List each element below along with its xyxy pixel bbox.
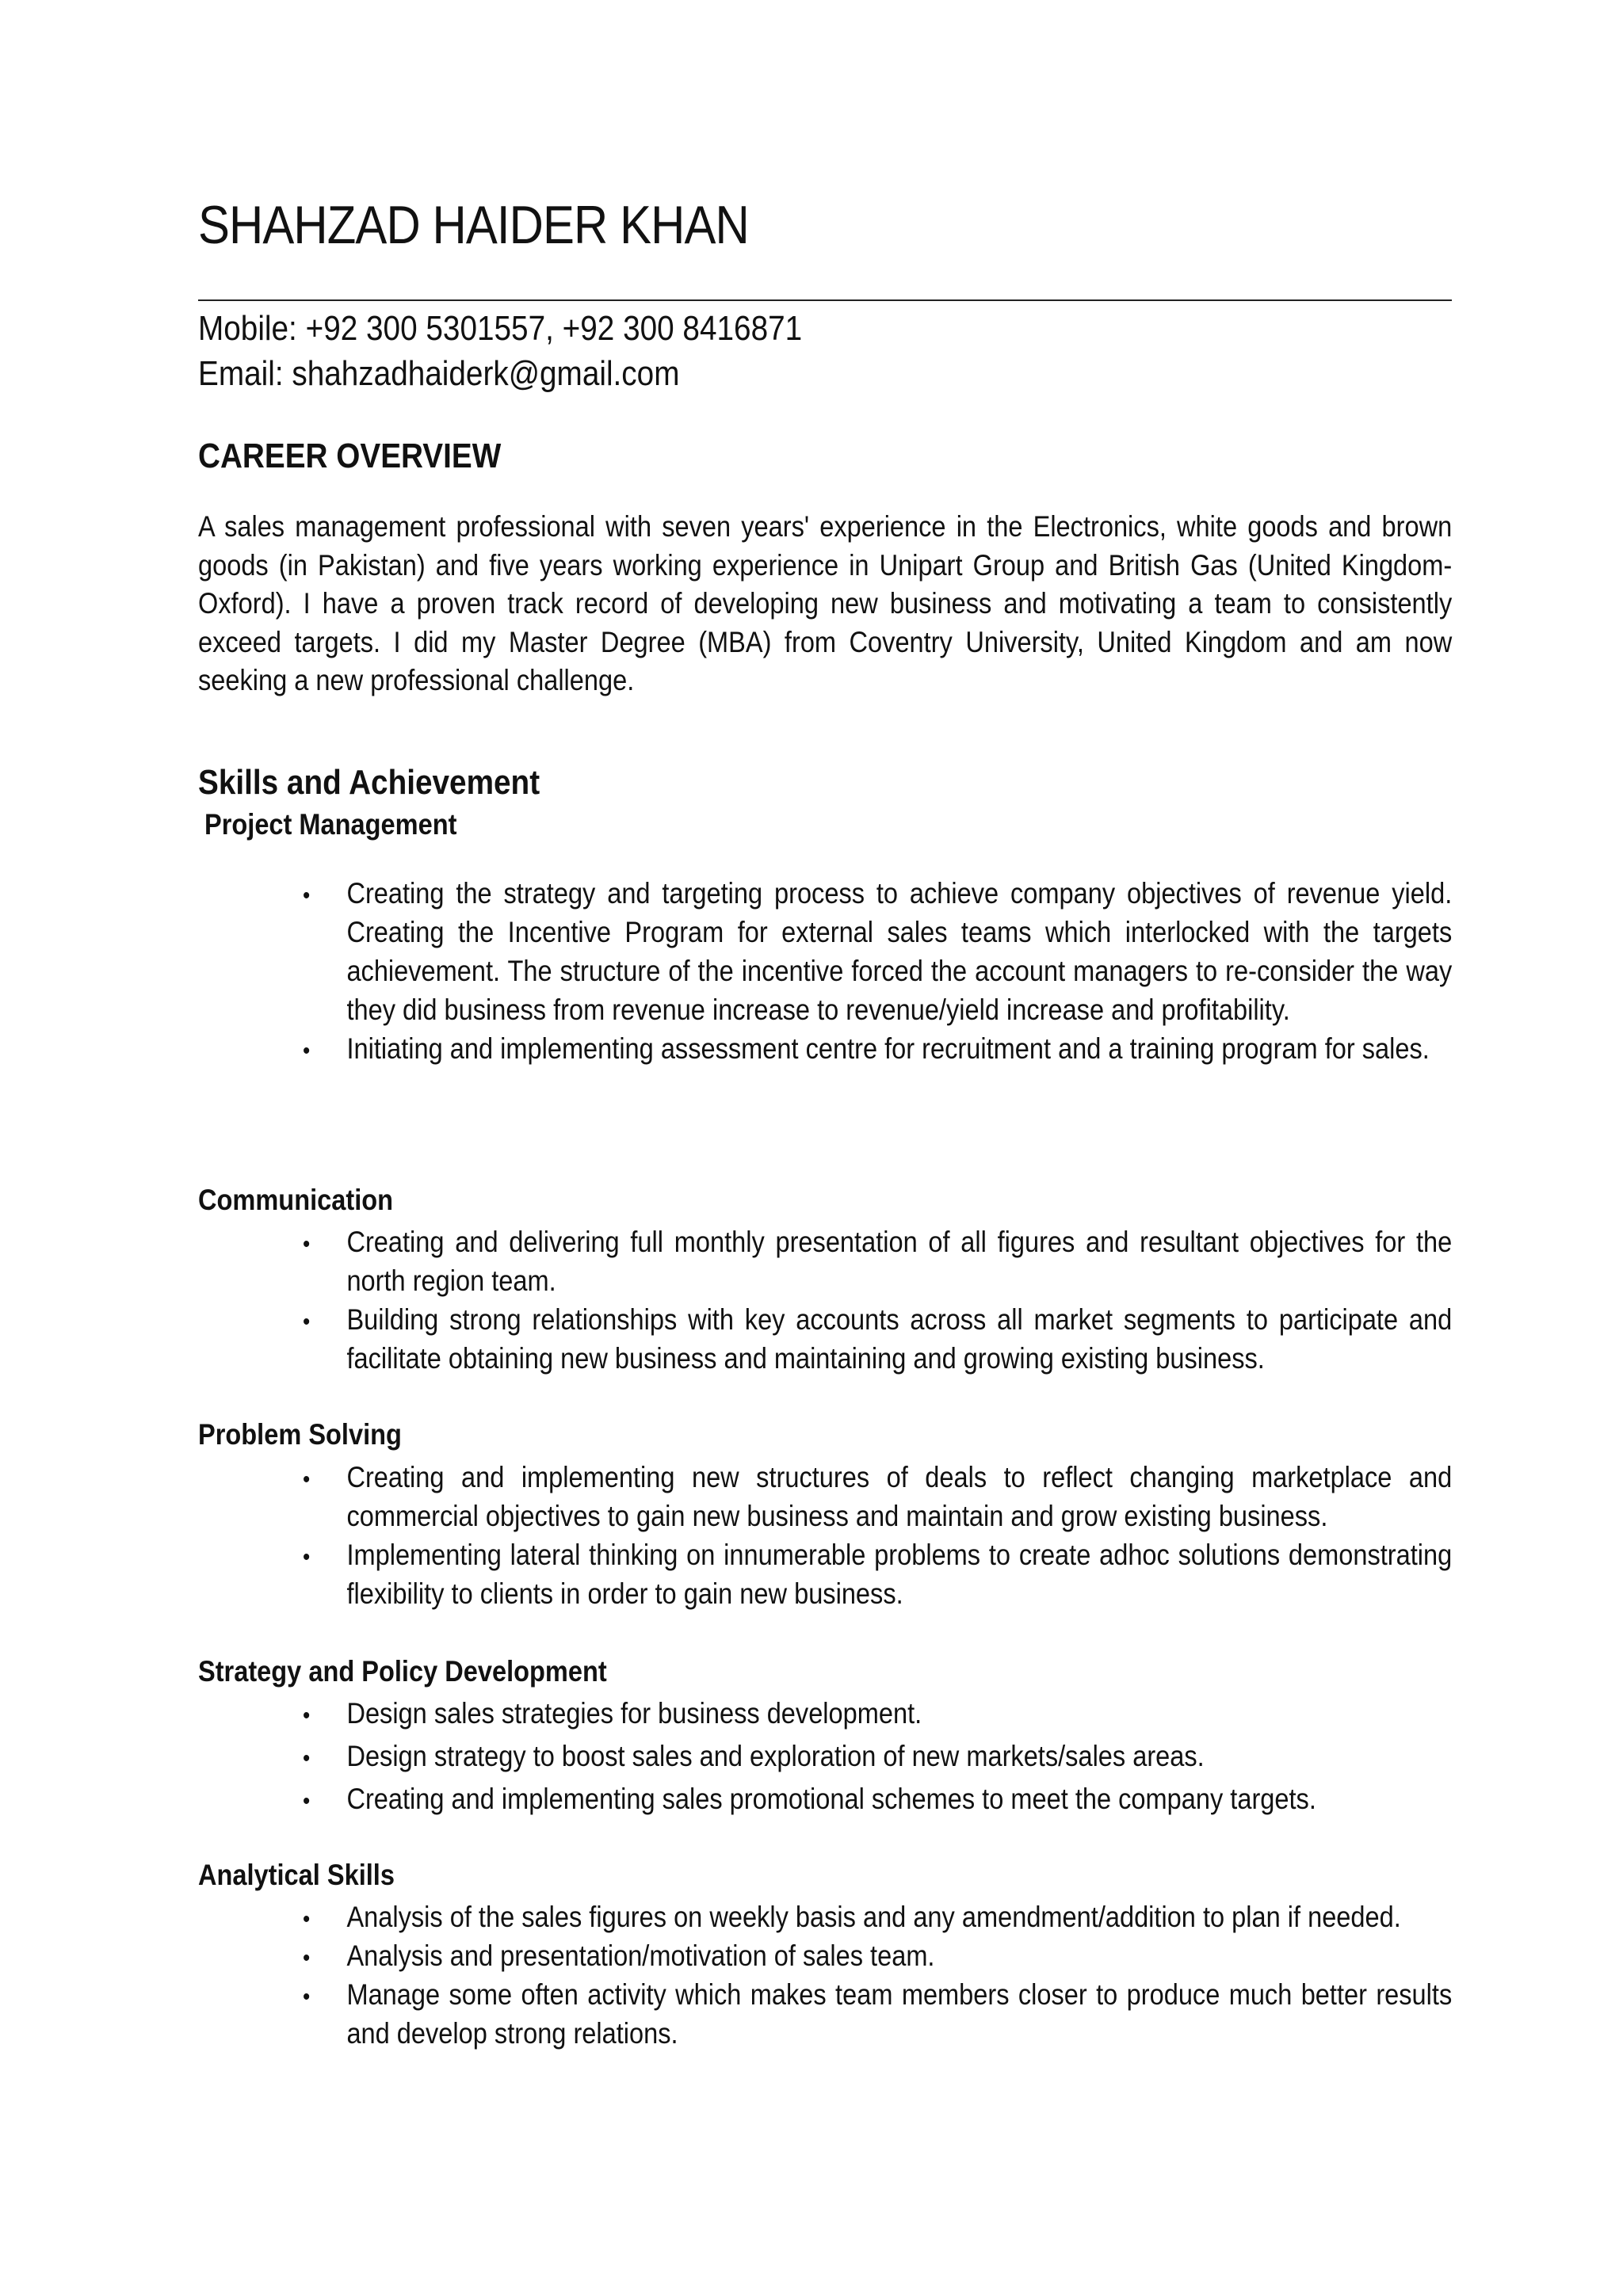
- bullet-icon: •: [303, 1544, 311, 1570]
- list-item: [198, 1300, 1452, 1378]
- email-line: Email: shahzadhaiderk@gmail.com: [198, 354, 680, 393]
- list-item: [198, 1737, 1452, 1775]
- career-overview-heading: CAREER OVERVIEW: [198, 437, 502, 475]
- list-item: [198, 1936, 1452, 1975]
- list-item-text: Creating the strategy and targeting process to achieve company objectives of revenue yield. Creating the Incentive Program for external sales teams which interlocked with the targets achievement. The structure of the incentive forced the account managers to re-consider the way they did business from revenue increase to revenue/yield increase and profitability.: [346, 877, 1453, 1026]
- communication-list: [198, 1222, 1452, 1378]
- bullet-icon: •: [303, 1788, 311, 1814]
- list-item-text: Creating and implementing new structures of deals to reflect changing marketplace and commercial objectives to gain new business and maintain and grow existing business.: [346, 1461, 1453, 1532]
- bullet-icon: •: [303, 1309, 311, 1335]
- bullet-icon: •: [303, 1745, 311, 1772]
- list-item: [198, 1535, 1452, 1613]
- bullet-icon: •: [303, 1703, 311, 1729]
- list-item: [198, 1779, 1452, 1818]
- section-title-communication: Communication: [198, 1184, 394, 1216]
- list-item-text: Implementing lateral thinking on innumerable problems to create adhoc solutions demonstrating flexibility to clients in order to gain new business.: [346, 1539, 1453, 1610]
- list-item: [198, 1975, 1452, 2053]
- bullet-icon: •: [303, 883, 311, 909]
- list-item: [198, 1222, 1452, 1300]
- bullet-icon: •: [303, 1984, 311, 2010]
- bullet-icon: •: [303, 1466, 311, 1493]
- strategy-policy-list: [198, 1694, 1452, 1818]
- skills-heading: Skills and Achievement: [198, 763, 540, 802]
- section-title-problem-solving: Problem Solving: [198, 1418, 402, 1451]
- list-item: [198, 1694, 1452, 1733]
- section-title-analytical-skills: Analytical Skills: [198, 1859, 395, 1891]
- list-item-text: Design sales strategies for business development.: [346, 1697, 922, 1730]
- list-item-text: Creating and implementing sales promotional schemes to meet the company targets.: [346, 1783, 1316, 1815]
- section-title-project-management: Project Management: [204, 808, 457, 841]
- candidate-name: SHAHZAD HAIDER KHAN: [198, 195, 749, 255]
- career-overview-text: A sales management professional with seven years' experience in the Electronics, white goods and brown goods (in Pakistan) and five years working experience in Unipart Group and British Gas (United Kingdom-Oxford). I have a proven track record of developing new business and motivating a team to consistently exceed targets. I did my Master Degree (MBA) from Coventry University, United Kingdom and am now seeking a new professional challenge.: [198, 510, 1453, 696]
- project-management-list: [198, 874, 1452, 1068]
- contact-block: [198, 306, 802, 396]
- bullet-icon: •: [303, 1231, 311, 1257]
- bullet-icon: •: [303, 1945, 311, 1971]
- bullet-icon: •: [303, 1038, 311, 1064]
- list-item: [198, 1029, 1452, 1068]
- section-title-strategy-policy: Strategy and Policy Development: [198, 1655, 607, 1688]
- list-item-text: Creating and delivering full monthly presentation of all figures and resultant objectives for the north region team.: [346, 1226, 1453, 1297]
- list-item-text: Analysis of the sales figures on weekly basis and any amendment/addition to plan if needed.: [346, 1901, 1401, 1933]
- header-divider: [198, 299, 1452, 301]
- list-item-text: Analysis and presentation/motivation of sales team.: [346, 1939, 935, 1972]
- problem-solving-list: [198, 1458, 1452, 1613]
- bullet-icon: •: [303, 1906, 311, 1932]
- list-item-text: Initiating and implementing assessment centre for recruitment and a training program for sales.: [346, 1032, 1430, 1065]
- list-item: [198, 874, 1452, 1029]
- list-item-text: Design strategy to boost sales and exploration of new markets/sales areas.: [346, 1740, 1205, 1772]
- list-item-text: Manage some often activity which makes team members closer to produce much better results and develop strong relations.: [346, 1978, 1453, 2050]
- analytical-skills-list: [198, 1897, 1452, 2053]
- list-item-text: Building strong relationships with key accounts across all market segments to participate and facilitate obtaining new business and maintaining and growing existing business.: [346, 1303, 1453, 1375]
- mobile-line: Mobile: +92 300 5301557, +92 300 8416871: [198, 309, 803, 348]
- list-item: [198, 1458, 1452, 1535]
- list-item: [198, 1897, 1452, 1936]
